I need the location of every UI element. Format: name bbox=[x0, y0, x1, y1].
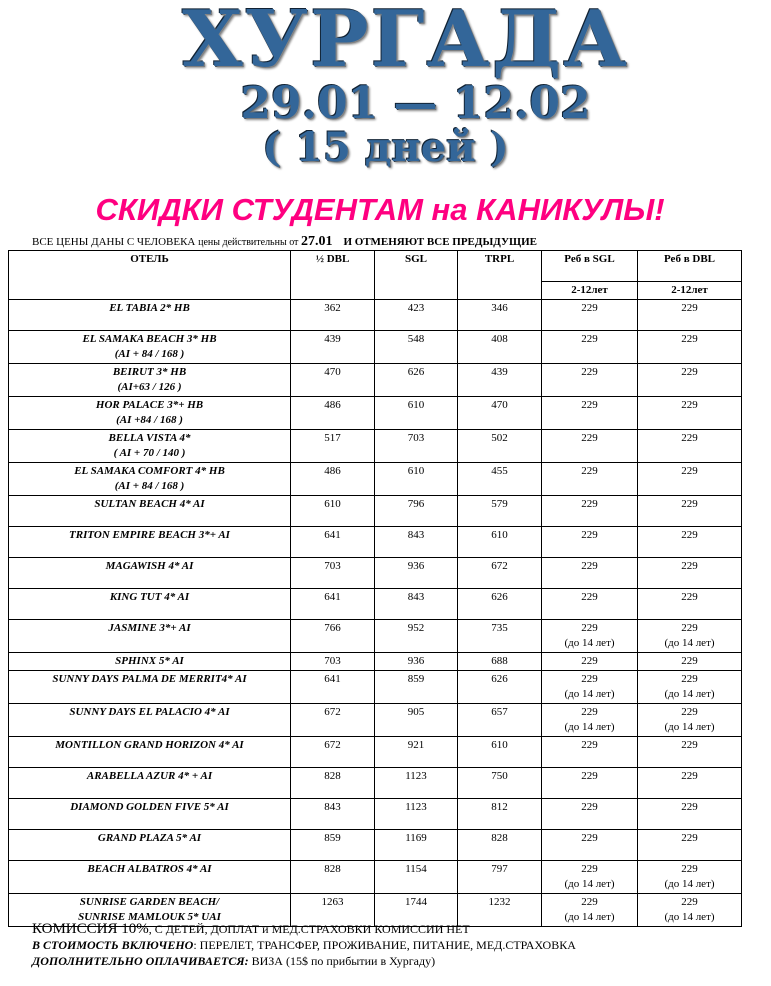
child-age-note: (до 14 лет) bbox=[564, 878, 615, 890]
price-value: 229 bbox=[581, 622, 598, 634]
hotel-name-line: TRITON EMPIRE BEACH 3*+ AI bbox=[69, 529, 230, 541]
table-row bbox=[9, 653, 742, 671]
price-value: 828 bbox=[491, 832, 508, 844]
table-row bbox=[9, 527, 742, 558]
price-value: 766 bbox=[324, 622, 341, 634]
table-row bbox=[9, 463, 742, 496]
price-cell bbox=[458, 799, 542, 830]
price-cell bbox=[375, 589, 458, 620]
price-value: 1123 bbox=[405, 770, 427, 782]
price-value: 1744 bbox=[405, 896, 427, 908]
price-value: 229 bbox=[581, 302, 598, 314]
hotel-name bbox=[9, 589, 291, 620]
price-cell bbox=[291, 558, 375, 589]
price-value: 229 bbox=[581, 333, 598, 345]
table-row bbox=[9, 671, 742, 704]
price-cell bbox=[291, 830, 375, 861]
price-value: 229 bbox=[581, 591, 598, 603]
price-value: 346 bbox=[491, 302, 508, 314]
price-value: 859 bbox=[407, 673, 425, 685]
price-value: 486 bbox=[324, 465, 341, 477]
price-value: 362 bbox=[324, 302, 341, 314]
table-row bbox=[9, 830, 742, 861]
price-value: 610 bbox=[491, 739, 508, 751]
price-value: 229 bbox=[681, 673, 698, 685]
price-cell bbox=[291, 527, 375, 558]
price-cell bbox=[542, 463, 638, 496]
price-cell bbox=[542, 653, 638, 671]
table-row bbox=[9, 300, 742, 331]
price-cell bbox=[638, 527, 742, 558]
price-cell bbox=[291, 704, 375, 737]
price-cell bbox=[458, 671, 542, 704]
price-value: 921 bbox=[407, 739, 425, 751]
price-cell bbox=[638, 671, 742, 704]
price-value: 229 bbox=[681, 770, 698, 782]
child-age-note: (до 14 лет) bbox=[664, 878, 715, 890]
price-cell bbox=[638, 589, 742, 620]
child-age-note: (до 14 лет) bbox=[664, 688, 715, 700]
price-value: 439 bbox=[324, 333, 341, 345]
hotel-name bbox=[9, 300, 291, 331]
price-cell bbox=[291, 653, 375, 671]
col-hotel: ОТЕЛЬ bbox=[9, 251, 291, 300]
extra-text: ВИЗА (15$ по прибытии в Хургаду) bbox=[248, 954, 436, 968]
tour-dates: 29.01 — 12.02 bbox=[240, 78, 591, 129]
table-row bbox=[9, 799, 742, 830]
price-value: 657 bbox=[491, 706, 508, 718]
price-cell bbox=[458, 768, 542, 799]
table-row bbox=[9, 620, 742, 653]
price-value: 229 bbox=[581, 739, 598, 751]
price-cell bbox=[375, 620, 458, 653]
hotel-name-line: BEACH ALBATROS 4* AI bbox=[87, 863, 212, 875]
price-cell bbox=[458, 463, 542, 496]
price-value: 812 bbox=[491, 801, 508, 813]
hotel-name bbox=[9, 620, 291, 653]
hotel-name bbox=[9, 527, 291, 558]
price-value: 229 bbox=[681, 591, 698, 603]
price-value: 517 bbox=[324, 432, 341, 444]
child-age-note: (до 14 лет) bbox=[564, 911, 615, 923]
price-value: 672 bbox=[491, 560, 508, 572]
price-value: 672 bbox=[324, 706, 341, 718]
price-cell bbox=[458, 737, 542, 768]
price-value: 439 bbox=[491, 366, 508, 378]
price-value: 229 bbox=[581, 529, 598, 541]
col-child-sgl: Реб в SGL bbox=[542, 251, 638, 282]
col-half-dbl: ½ DBL bbox=[291, 251, 375, 300]
price-value: 229 bbox=[581, 432, 598, 444]
price-cell bbox=[638, 300, 742, 331]
price-value: 859 bbox=[324, 832, 341, 844]
price-cell bbox=[375, 830, 458, 861]
price-cell bbox=[638, 737, 742, 768]
price-value: 229 bbox=[581, 896, 598, 908]
price-cell bbox=[291, 463, 375, 496]
table-row bbox=[9, 737, 742, 768]
col-sgl: SGL bbox=[375, 251, 458, 300]
price-value: 828 bbox=[324, 770, 341, 782]
price-value: 626 bbox=[407, 366, 425, 378]
price-value: 423 bbox=[407, 302, 425, 314]
price-value: 470 bbox=[491, 399, 508, 411]
price-value: 229 bbox=[681, 863, 698, 875]
hotel-name-line: BELLA VISTA 4* bbox=[108, 432, 191, 444]
price-value: 229 bbox=[681, 366, 698, 378]
child-age-note: (до 14 лет) bbox=[564, 721, 615, 733]
price-value: 703 bbox=[407, 432, 425, 444]
table-row bbox=[9, 397, 742, 430]
price-value: 703 bbox=[324, 560, 341, 572]
price-value: 229 bbox=[681, 560, 698, 572]
price-cell bbox=[375, 737, 458, 768]
price-cell bbox=[638, 430, 742, 463]
price-value: 672 bbox=[324, 739, 341, 751]
price-value: 641 bbox=[324, 529, 341, 541]
price-cell bbox=[638, 894, 742, 927]
price-cell bbox=[458, 364, 542, 397]
table-row bbox=[9, 861, 742, 894]
note-date: 27.01 bbox=[300, 234, 333, 249]
price-cell bbox=[542, 620, 638, 653]
price-value: 548 bbox=[407, 333, 425, 345]
price-value: 229 bbox=[581, 399, 598, 411]
price-value: 610 bbox=[407, 465, 425, 477]
hotel-name-line: JASMINE 3*+ AI bbox=[108, 622, 191, 634]
price-value: 1169 bbox=[405, 832, 427, 844]
child-age-note: (до 14 лет) bbox=[664, 721, 715, 733]
price-value: 229 bbox=[581, 498, 598, 510]
price-value: 641 bbox=[324, 591, 341, 603]
table-row bbox=[9, 589, 742, 620]
price-value: 703 bbox=[324, 655, 341, 667]
price-cell bbox=[375, 799, 458, 830]
price-cell bbox=[375, 653, 458, 671]
price-cell bbox=[375, 527, 458, 558]
price-cell bbox=[458, 496, 542, 527]
price-cell bbox=[638, 331, 742, 364]
hotel-name-line: (AI+63 / 126 ) bbox=[117, 381, 182, 393]
price-cell bbox=[542, 861, 638, 894]
price-value: 455 bbox=[491, 465, 508, 477]
price-cell bbox=[291, 496, 375, 527]
price-cell bbox=[542, 300, 638, 331]
price-cell bbox=[638, 653, 742, 671]
price-value: 1123 bbox=[405, 801, 427, 813]
price-cell bbox=[375, 397, 458, 430]
price-value: 641 bbox=[324, 673, 341, 685]
price-cell bbox=[375, 300, 458, 331]
hotel-name-line: (AI + 84 / 168 ) bbox=[114, 348, 185, 360]
price-cell bbox=[458, 558, 542, 589]
price-cell bbox=[638, 364, 742, 397]
price-value: 952 bbox=[407, 622, 425, 634]
tour-duration: ( 15 дней ) bbox=[262, 124, 509, 171]
price-value: 626 bbox=[491, 673, 508, 685]
price-value: 610 bbox=[407, 399, 425, 411]
hotel-name bbox=[9, 558, 291, 589]
price-cell bbox=[291, 861, 375, 894]
price-value: 229 bbox=[681, 801, 698, 813]
price-value: 229 bbox=[681, 622, 698, 634]
child-age-note: (до 14 лет) bbox=[564, 688, 615, 700]
price-value: 843 bbox=[324, 801, 341, 813]
hotel-name bbox=[9, 799, 291, 830]
price-table bbox=[8, 250, 742, 927]
hotel-name-line: SPHINX 5* AI bbox=[115, 655, 184, 667]
price-cell bbox=[542, 737, 638, 768]
hotel-name bbox=[9, 861, 291, 894]
extra-label: ДОПОЛНИТЕЛЬНО ОПЛАЧИВАЕТСЯ: bbox=[32, 954, 249, 968]
table-row bbox=[9, 496, 742, 527]
price-value: 229 bbox=[681, 465, 698, 477]
commission-label: КОМИССИЯ 10% bbox=[32, 921, 149, 937]
price-value: 229 bbox=[681, 832, 698, 844]
price-value: 626 bbox=[491, 591, 508, 603]
price-cell bbox=[458, 300, 542, 331]
price-cell bbox=[458, 830, 542, 861]
price-value: 1232 bbox=[488, 896, 511, 908]
price-value: 229 bbox=[681, 655, 698, 667]
price-cell bbox=[375, 671, 458, 704]
hotel-name-line: BEIRUT 3* HB bbox=[112, 366, 187, 378]
hotel-name-line: ARABELLA AZUR 4* + AI bbox=[86, 770, 213, 782]
price-cell bbox=[458, 704, 542, 737]
price-value: 610 bbox=[324, 498, 341, 510]
hotel-name bbox=[9, 397, 291, 430]
promo-banner: СКИДКИ СТУДЕНТАМ на КАНИКУЛЫ! bbox=[95, 192, 665, 227]
hotel-name bbox=[9, 768, 291, 799]
included-text: : ПЕРЕЛЕТ, ТРАНСФЕР, ПРОЖИВАНИЕ, ПИТАНИЕ, МЕД.СТРАХОВКА bbox=[193, 938, 576, 952]
price-cell bbox=[542, 527, 638, 558]
price-cell bbox=[458, 653, 542, 671]
price-cell bbox=[542, 799, 638, 830]
hotel-name bbox=[9, 496, 291, 527]
price-cell bbox=[291, 768, 375, 799]
hotel-name-line: SUNRISE MAMLOUK 5* UAI bbox=[78, 911, 221, 923]
price-cell bbox=[291, 397, 375, 430]
hotel-name bbox=[9, 737, 291, 768]
hotel-name-line: (AI +84 / 168 ) bbox=[116, 414, 183, 426]
price-cell bbox=[638, 768, 742, 799]
price-value: 229 bbox=[581, 832, 598, 844]
price-cell bbox=[638, 558, 742, 589]
price-cell bbox=[542, 430, 638, 463]
price-cell bbox=[375, 430, 458, 463]
price-cell bbox=[291, 671, 375, 704]
table-row bbox=[9, 558, 742, 589]
price-value: 229 bbox=[581, 770, 598, 782]
price-value: 229 bbox=[681, 302, 698, 314]
price-cell bbox=[291, 430, 375, 463]
price-cell bbox=[638, 397, 742, 430]
price-cell bbox=[542, 589, 638, 620]
price-cell bbox=[638, 704, 742, 737]
price-cell bbox=[542, 364, 638, 397]
price-cell bbox=[638, 463, 742, 496]
hotel-name bbox=[9, 653, 291, 671]
hotel-name bbox=[9, 463, 291, 496]
price-cell bbox=[458, 430, 542, 463]
price-value: 735 bbox=[491, 622, 508, 634]
price-cell bbox=[291, 589, 375, 620]
child-age-note: (до 14 лет) bbox=[564, 637, 615, 649]
price-cell bbox=[458, 861, 542, 894]
price-value: 229 bbox=[581, 465, 598, 477]
price-cell bbox=[458, 397, 542, 430]
price-value: 1263 bbox=[321, 896, 344, 908]
price-cell bbox=[542, 397, 638, 430]
page-title: ХУРГАДА bbox=[182, 0, 629, 85]
hotel-name-line: (AI + 84 / 168 ) bbox=[114, 480, 185, 492]
hotel-name bbox=[9, 331, 291, 364]
hotel-name bbox=[9, 671, 291, 704]
price-cell bbox=[458, 589, 542, 620]
hotel-name-line: EL SAMAKA COMFORT 4* HB bbox=[74, 465, 225, 477]
price-value: 1154 bbox=[405, 863, 427, 875]
price-value: 229 bbox=[681, 432, 698, 444]
price-cell bbox=[638, 620, 742, 653]
price-value: 229 bbox=[581, 863, 598, 875]
footer-notes bbox=[32, 921, 576, 969]
hotel-name-line: MAGAWISH 4* AI bbox=[105, 560, 194, 572]
hotel-name-line: DIAMOND GOLDEN FIVE 5* AI bbox=[70, 801, 229, 813]
price-value: 229 bbox=[581, 706, 598, 718]
price-value: 229 bbox=[581, 655, 598, 667]
commission-text: , С ДЕТЕЙ, ДОПЛАТ и МЕД.СТРАХОВКИ КОМИССИИ НЕТ bbox=[148, 922, 470, 936]
price-cell bbox=[291, 799, 375, 830]
table-row bbox=[9, 704, 742, 737]
price-value: 229 bbox=[681, 529, 698, 541]
hotel-name-line: HOR PALACE 3*+ HB bbox=[95, 399, 204, 411]
hotel-name-line: SUNNY DAYS PALMA DE MERRIT4* AI bbox=[52, 673, 247, 685]
hotel-name-line: SULTAN BEACH 4* AI bbox=[94, 498, 205, 510]
subcol-child-dbl-age: 2-12лет bbox=[638, 282, 742, 300]
price-cell bbox=[375, 861, 458, 894]
price-cell bbox=[458, 527, 542, 558]
price-value: 229 bbox=[681, 896, 698, 908]
price-value: 936 bbox=[407, 560, 425, 572]
price-value: 486 bbox=[324, 399, 341, 411]
price-cell bbox=[375, 768, 458, 799]
hotel-name-line: SUNNY DAYS EL PALACIO 4* AI bbox=[69, 706, 230, 718]
hotel-name-line: EL TABIA 2* HB bbox=[109, 302, 190, 314]
price-value: 229 bbox=[681, 498, 698, 510]
hotel-name bbox=[9, 364, 291, 397]
price-cell bbox=[291, 364, 375, 397]
price-value: 750 bbox=[491, 770, 508, 782]
price-value: 229 bbox=[581, 560, 598, 572]
price-value: 688 bbox=[491, 655, 508, 667]
price-value: 610 bbox=[491, 529, 508, 541]
table-row bbox=[9, 768, 742, 799]
price-cell bbox=[291, 737, 375, 768]
price-value: 579 bbox=[491, 498, 508, 510]
price-value: 797 bbox=[491, 863, 508, 875]
price-value: 470 bbox=[324, 366, 341, 378]
price-cell bbox=[375, 463, 458, 496]
hotel-name-line: GRAND PLAZA 5* AI bbox=[97, 832, 202, 844]
price-cell bbox=[638, 799, 742, 830]
hotel-name bbox=[9, 830, 291, 861]
price-cell bbox=[375, 331, 458, 364]
price-cell bbox=[291, 300, 375, 331]
price-value: 229 bbox=[681, 739, 698, 751]
hotel-name-line: SUNRISE GARDEN BEACH/ bbox=[79, 896, 220, 908]
price-value: 843 bbox=[407, 529, 425, 541]
hotel-name-line: MONTILLON GRAND HORIZON 4* AI bbox=[55, 739, 244, 751]
note-part3: И ОТМЕНЯЮТ ВСЕ ПРЕДЫДУЩИЕ bbox=[343, 236, 538, 248]
price-cell bbox=[542, 830, 638, 861]
price-value: 229 bbox=[581, 801, 598, 813]
price-cell bbox=[375, 704, 458, 737]
price-value: 229 bbox=[681, 706, 698, 718]
price-cell bbox=[458, 620, 542, 653]
price-cell bbox=[638, 830, 742, 861]
note-part1: ВСЕ ЦЕНЫ ДАНЫ С ЧЕЛОВЕКА bbox=[32, 236, 199, 248]
price-cell bbox=[458, 331, 542, 364]
hotel-name bbox=[9, 704, 291, 737]
price-value: 796 bbox=[407, 498, 425, 510]
price-cell bbox=[638, 496, 742, 527]
price-cell bbox=[375, 364, 458, 397]
col-child-dbl: Реб в DBL bbox=[638, 251, 742, 282]
price-value: 905 bbox=[407, 706, 425, 718]
col-trpl: TRPL bbox=[458, 251, 542, 300]
child-age-note: (до 14 лет) bbox=[664, 911, 715, 923]
price-cell bbox=[542, 768, 638, 799]
price-cell bbox=[375, 558, 458, 589]
price-value: 843 bbox=[407, 591, 425, 603]
price-value: 408 bbox=[491, 333, 508, 345]
price-cell bbox=[542, 331, 638, 364]
price-value: 229 bbox=[581, 366, 598, 378]
price-cell bbox=[542, 671, 638, 704]
price-value: 936 bbox=[407, 655, 425, 667]
price-cell bbox=[291, 620, 375, 653]
price-value: 229 bbox=[681, 399, 698, 411]
price-value: 828 bbox=[324, 863, 341, 875]
price-cell bbox=[291, 331, 375, 364]
price-value: 229 bbox=[581, 673, 598, 685]
note-part2: цены действительны от bbox=[198, 237, 301, 248]
table-row bbox=[9, 430, 742, 463]
price-note bbox=[32, 234, 537, 250]
subcol-child-sgl-age: 2-12лет bbox=[542, 282, 638, 300]
included-label: В СТОИМОСТЬ ВКЛЮЧЕНО bbox=[32, 938, 194, 952]
price-cell bbox=[542, 704, 638, 737]
price-value: 502 bbox=[491, 432, 508, 444]
hotel-name bbox=[9, 430, 291, 463]
child-age-note: (до 14 лет) bbox=[664, 637, 715, 649]
price-cell bbox=[542, 496, 638, 527]
table-row bbox=[9, 364, 742, 397]
hotel-name-line: ( AI + 70 / 140 ) bbox=[113, 447, 186, 459]
price-value: 229 bbox=[681, 333, 698, 345]
hotel-name-line: KING TUT 4* AI bbox=[109, 591, 190, 603]
price-cell bbox=[375, 496, 458, 527]
table-row bbox=[9, 331, 742, 364]
price-cell bbox=[542, 558, 638, 589]
price-cell bbox=[638, 861, 742, 894]
hotel-name-line: EL SAMAKA BEACH 3* HB bbox=[82, 333, 217, 345]
